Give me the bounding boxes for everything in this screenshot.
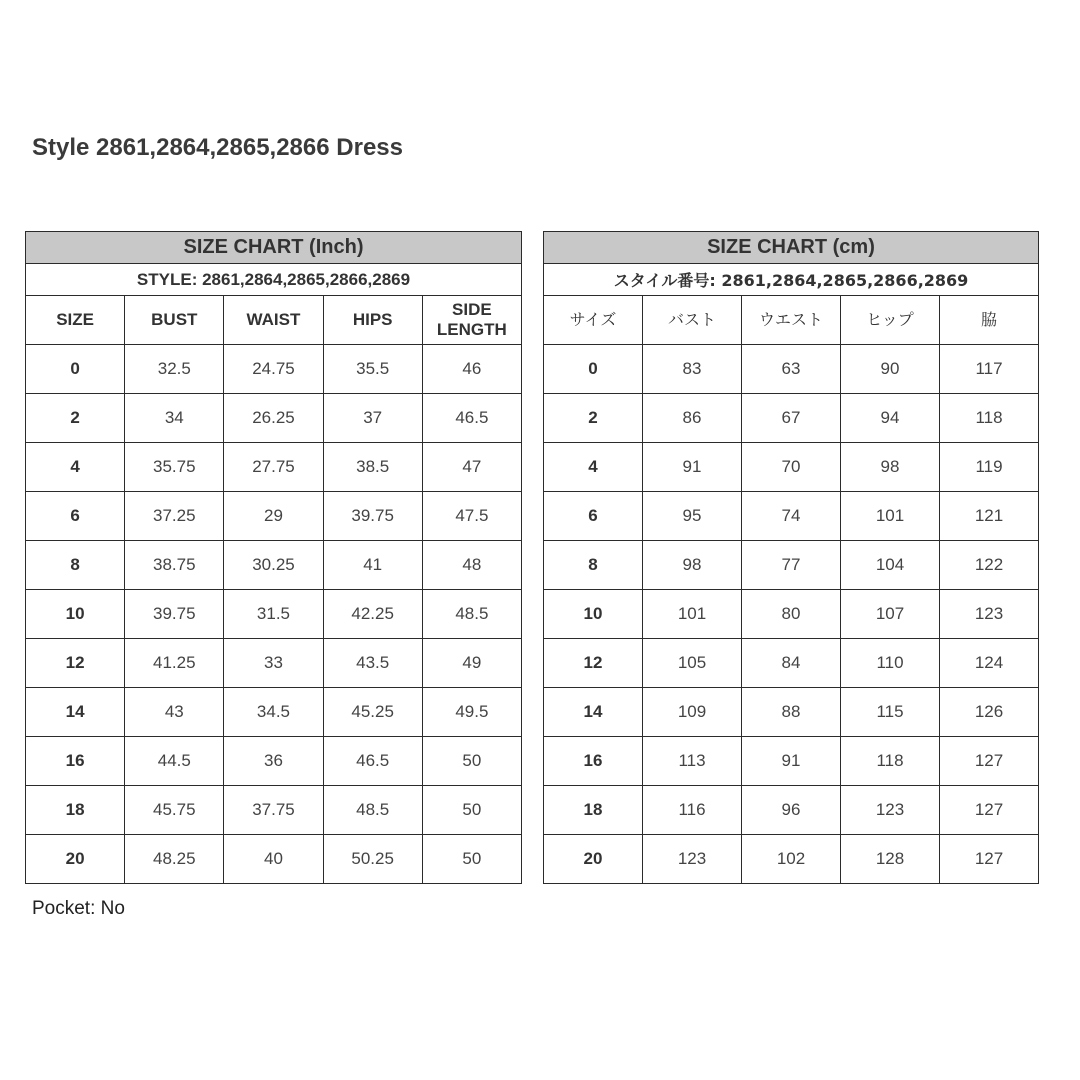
cell-waist: 70: [742, 443, 841, 492]
cell-bust: 105: [643, 639, 742, 688]
cell-bust: 95: [643, 492, 742, 541]
column-header-waist: WAIST: [224, 296, 323, 345]
table-title: SIZE CHART (Inch): [26, 232, 522, 264]
cell-waist: 80: [742, 590, 841, 639]
cell-side-length: 50: [422, 737, 521, 786]
cell-size: 12: [26, 639, 125, 688]
cell-hips: 37: [323, 394, 422, 443]
cell-side-length: 127: [940, 835, 1039, 884]
cell-side-length: 49: [422, 639, 521, 688]
cell-hips: 104: [841, 541, 940, 590]
cell-waist: 74: [742, 492, 841, 541]
cell-side-length: 47.5: [422, 492, 521, 541]
cell-hips: 50.25: [323, 835, 422, 884]
cell-side-length: 48.5: [422, 590, 521, 639]
cell-waist: 29: [224, 492, 323, 541]
table-row: [544, 835, 1039, 884]
cell-waist: 31.5: [224, 590, 323, 639]
cell-size: 8: [544, 541, 643, 590]
cell-side-length: 117: [940, 345, 1039, 394]
cell-bust: 123: [643, 835, 742, 884]
table-row: [544, 492, 1039, 541]
cell-waist: 24.75: [224, 345, 323, 394]
cell-side-length: 50: [422, 835, 521, 884]
cell-waist: 88: [742, 688, 841, 737]
cell-waist: 36: [224, 737, 323, 786]
cell-side-length: 123: [940, 590, 1039, 639]
cell-hips: 118: [841, 737, 940, 786]
table-body: [26, 345, 522, 884]
table-row: [26, 541, 522, 590]
cell-bust: 83: [643, 345, 742, 394]
column-header-bust: BUST: [125, 296, 224, 345]
cell-hips: 48.5: [323, 786, 422, 835]
cell-hips: 98: [841, 443, 940, 492]
cell-hips: 43.5: [323, 639, 422, 688]
cell-hips: 42.25: [323, 590, 422, 639]
cell-bust: 116: [643, 786, 742, 835]
cell-side-length: 122: [940, 541, 1039, 590]
table-row: [26, 835, 522, 884]
table-body: [544, 345, 1039, 884]
column-header-side-length: SIDE LENGTH: [422, 296, 521, 345]
table-row: [544, 786, 1039, 835]
column-header-hips: HIPS: [323, 296, 422, 345]
column-header-size: サイズ: [544, 296, 643, 345]
cell-bust: 34: [125, 394, 224, 443]
page-title: Style 2861,2864,2865,2866 Dress: [32, 134, 403, 161]
cell-size: 0: [544, 345, 643, 394]
cell-size: 20: [26, 835, 125, 884]
cell-size: 18: [544, 786, 643, 835]
cell-size: 14: [544, 688, 643, 737]
table-row: [544, 688, 1039, 737]
table-title: SIZE CHART (cm): [544, 232, 1039, 264]
cell-hips: 107: [841, 590, 940, 639]
cell-side-length: 50: [422, 786, 521, 835]
cell-waist: 67: [742, 394, 841, 443]
cell-side-length: 47: [422, 443, 521, 492]
style-line: スタイル番号: 2861,2864,2865,2866,2869: [544, 264, 1039, 296]
cell-bust: 35.75: [125, 443, 224, 492]
table-row: [26, 345, 522, 394]
cell-side-length: 119: [940, 443, 1039, 492]
cell-size: 4: [544, 443, 643, 492]
cell-size: 20: [544, 835, 643, 884]
table-row: [544, 394, 1039, 443]
cell-hips: 90: [841, 345, 940, 394]
cell-hips: 41: [323, 541, 422, 590]
cell-waist: 63: [742, 345, 841, 394]
cell-hips: 38.5: [323, 443, 422, 492]
cell-hips: 128: [841, 835, 940, 884]
cell-bust: 113: [643, 737, 742, 786]
cell-bust: 44.5: [125, 737, 224, 786]
cell-size: 2: [544, 394, 643, 443]
table-row: [544, 737, 1039, 786]
cell-side-length: 118: [940, 394, 1039, 443]
column-header-side-length: 脇: [940, 296, 1039, 345]
table-row: [26, 688, 522, 737]
cell-size: 2: [26, 394, 125, 443]
cell-bust: 109: [643, 688, 742, 737]
cell-bust: 48.25: [125, 835, 224, 884]
table-row: [544, 639, 1039, 688]
cell-size: 0: [26, 345, 125, 394]
cell-bust: 41.25: [125, 639, 224, 688]
column-header-waist: ウエスト: [742, 296, 841, 345]
size-chart-cm-table: [543, 231, 1039, 884]
cell-size: 16: [544, 737, 643, 786]
cell-side-length: 127: [940, 786, 1039, 835]
column-header-size: SIZE: [26, 296, 125, 345]
cell-size: 6: [544, 492, 643, 541]
cell-size: 18: [26, 786, 125, 835]
cell-size: 12: [544, 639, 643, 688]
cell-hips: 45.25: [323, 688, 422, 737]
table-row: [544, 345, 1039, 394]
cell-side-length: 126: [940, 688, 1039, 737]
cell-side-length: 46.5: [422, 394, 521, 443]
cell-hips: 123: [841, 786, 940, 835]
cell-waist: 96: [742, 786, 841, 835]
cell-side-length: 49.5: [422, 688, 521, 737]
table-row: [26, 786, 522, 835]
cell-side-length: 124: [940, 639, 1039, 688]
table-row: [26, 639, 522, 688]
cell-side-length: 46: [422, 345, 521, 394]
cell-waist: 84: [742, 639, 841, 688]
cell-bust: 39.75: [125, 590, 224, 639]
cell-size: 8: [26, 541, 125, 590]
cell-hips: 94: [841, 394, 940, 443]
pocket-note: Pocket: No: [32, 898, 125, 919]
table-row: [26, 443, 522, 492]
cell-bust: 37.25: [125, 492, 224, 541]
cell-hips: 115: [841, 688, 940, 737]
table-row: [26, 492, 522, 541]
cell-bust: 38.75: [125, 541, 224, 590]
cell-bust: 101: [643, 590, 742, 639]
column-header-bust: バスト: [643, 296, 742, 345]
table-row: [26, 590, 522, 639]
column-header-hips: ヒップ: [841, 296, 940, 345]
cell-waist: 77: [742, 541, 841, 590]
cell-side-length: 127: [940, 737, 1039, 786]
cell-waist: 30.25: [224, 541, 323, 590]
cell-size: 6: [26, 492, 125, 541]
cell-bust: 43: [125, 688, 224, 737]
cell-waist: 27.75: [224, 443, 323, 492]
cell-hips: 46.5: [323, 737, 422, 786]
cell-size: 4: [26, 443, 125, 492]
cell-hips: 101: [841, 492, 940, 541]
cell-waist: 34.5: [224, 688, 323, 737]
cell-bust: 45.75: [125, 786, 224, 835]
cell-hips: 39.75: [323, 492, 422, 541]
cell-hips: 35.5: [323, 345, 422, 394]
cell-side-length: 48: [422, 541, 521, 590]
table-row: [544, 541, 1039, 590]
cell-waist: 33: [224, 639, 323, 688]
cell-waist: 26.25: [224, 394, 323, 443]
cell-side-length: 121: [940, 492, 1039, 541]
cell-size: 10: [544, 590, 643, 639]
style-line: STYLE: 2861,2864,2865,2866,2869: [26, 264, 522, 296]
cell-waist: 102: [742, 835, 841, 884]
table-row: [544, 590, 1039, 639]
cell-bust: 98: [643, 541, 742, 590]
table-row: [26, 737, 522, 786]
cell-waist: 37.75: [224, 786, 323, 835]
table-row: [544, 443, 1039, 492]
cell-size: 14: [26, 688, 125, 737]
cell-size: 16: [26, 737, 125, 786]
size-chart-inch-table: [25, 231, 522, 884]
cell-waist: 40: [224, 835, 323, 884]
cell-waist: 91: [742, 737, 841, 786]
cell-hips: 110: [841, 639, 940, 688]
table-row: [26, 394, 522, 443]
cell-bust: 32.5: [125, 345, 224, 394]
cell-bust: 91: [643, 443, 742, 492]
cell-size: 10: [26, 590, 125, 639]
cell-bust: 86: [643, 394, 742, 443]
